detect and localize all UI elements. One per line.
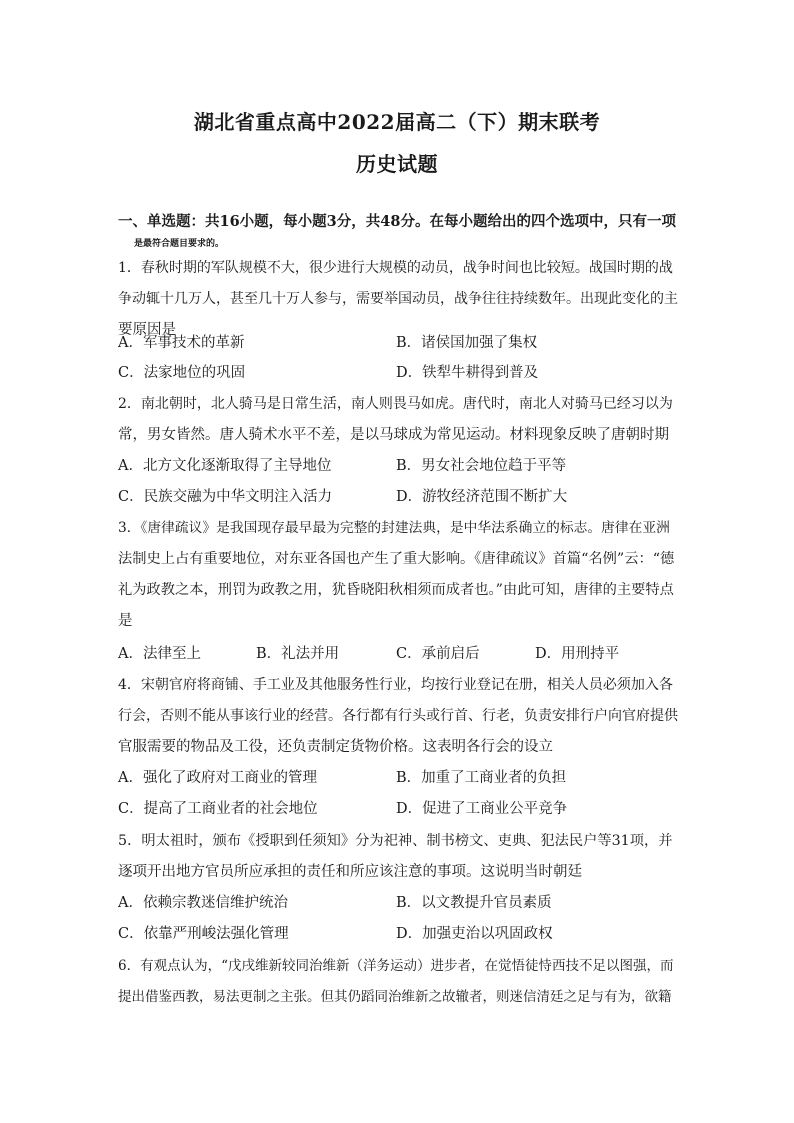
question-5-line-2: 逐项开出地方官员所应承担的责任和所应该注意的事项。这说明当时朝廷 — [118, 864, 582, 880]
question-3 — [118, 513, 678, 637]
question-3-option-b[interactable]: B．礼法并用 — [256, 646, 340, 662]
question-1-line-1: 1．春秋时期的军队规模不大，很少进行大规模的动员，战争时间也比较短。战国时期的战 — [118, 260, 673, 276]
question-1-option-a[interactable]: A．军事技术的革新 — [118, 335, 245, 351]
question-3-line-2: 法制史上占有重要地位，对东亚各国也产生了重大影响。《唐律疏议》首篇“名例”云：“德 — [118, 551, 675, 567]
question-5-option-c[interactable]: C．依靠严刑峻法强化管理 — [118, 926, 289, 942]
question-1-options-row-2 — [118, 362, 678, 384]
question-3-option-a[interactable]: A．法律至上 — [118, 646, 201, 662]
question-4-option-d[interactable]: D．促进了工商业公平竞争 — [396, 801, 568, 817]
question-5-options-row-2 — [118, 923, 678, 945]
question-2-options-row-2 — [118, 486, 678, 508]
question-2-option-c[interactable]: C．民族交融为中华文明注入活力 — [118, 489, 333, 505]
question-6-line-1: 6．有观点认为，“戊戌维新较同治维新（洋务运动）进步者，在觉悟徒恃西技不足以图强，而 — [118, 958, 674, 974]
question-3-option-c[interactable]: C．承前启后 — [396, 646, 480, 662]
question-5-option-b[interactable]: B．以文教提升官员素质 — [396, 895, 552, 911]
question-4-line-2: 行会，否则不能从事该行业的经营。各行都有行头或行首、行老，负责安排行户向官府提供 — [118, 708, 678, 724]
question-3-line-3: 礼为政教之本，刑罚为政教之用，犹昏晓阳秋相须而成者也。”由此可知，唐律的主要特点 — [118, 582, 674, 598]
question-2-line-1: 2．南北朝时，北人骑马是日常生活，南人则畏马如虎。唐代时，南北人对骑马已经习以为 — [118, 396, 673, 412]
question-4-options-row-2 — [118, 798, 678, 820]
exam-title: 湖北省重点高中2022届高二（下）期末联考 — [193, 110, 601, 134]
question-5-line-1: 5．明太祖时，颁布《授职到任须知》分为祀神、制书榜文、吏典、犯法民户等31项，并 — [118, 833, 673, 849]
section-instructions — [118, 211, 678, 255]
question-2-option-a[interactable]: A．北方文化逐渐取得了主导地位 — [118, 458, 332, 474]
question-4 — [118, 670, 678, 763]
question-4-line-3: 官服需要的物品及工役，还负责制定货物价格。这表明各行会的设立 — [118, 739, 553, 755]
question-5-options-row-1 — [118, 892, 678, 914]
question-2-option-b[interactable]: B．男女社会地位趋于平等 — [396, 458, 567, 474]
section-line-2: 是最符合题目要求的。 — [134, 239, 225, 249]
question-5-option-a[interactable]: A．依赖宗教迷信维护统治 — [118, 895, 288, 911]
question-1-options-row-1 — [118, 332, 678, 354]
question-4-option-a[interactable]: A．强化了政府对工商业的管理 — [118, 770, 317, 786]
question-4-line-1: 4．宋朝官府将商铺、手工业及其他服务性行业，均按行业登记在册，相关人员必须加入各 — [118, 677, 673, 693]
question-4-options-row-1 — [118, 767, 678, 789]
question-4-option-b[interactable]: B．加重了工商业者的负担 — [396, 770, 567, 786]
subject-title: 历史试题 — [356, 152, 438, 176]
question-2-options-row-1 — [118, 455, 678, 477]
question-3-line-4: 是 — [118, 613, 133, 629]
question-5-option-d[interactable]: D．加强吏治以巩固政权 — [396, 926, 553, 942]
question-6 — [118, 951, 678, 1013]
question-1-option-b[interactable]: B．诸侯国加强了集权 — [396, 335, 538, 351]
question-1-option-c[interactable]: C．法家地位的巩固 — [118, 365, 246, 381]
question-1-line-2: 争动辄十几万人，甚至几十万人参与，需要举国动员，战争往往持续数年。出现此变化的主 — [118, 291, 678, 307]
question-6-line-2: 提出借鉴西教，易法更制之主张。但其仍蹈同治维新之故辙者，则迷信清廷之足与有为，欲籍 — [118, 989, 672, 1005]
question-4-option-c[interactable]: C．提高了工商业者的社会地位 — [118, 801, 318, 817]
section-line-1: 一、单选题：共16小题，每小题3分，共48分。在每小题给出的四个选项中，只有一项 — [118, 213, 676, 230]
question-3-option-d[interactable]: D．用刑持平 — [535, 646, 620, 662]
question-5 — [118, 826, 678, 888]
question-2 — [118, 389, 678, 451]
question-3-line-1: 3．《唐律疏议》是我国现存最早最为完整的封建法典，是中华法系确立的标志。唐律在亚洲 — [118, 520, 670, 536]
question-3-options-row — [118, 643, 678, 665]
question-1-line-3: 要原因是 — [118, 322, 176, 338]
question-2-option-d[interactable]: D．游牧经济范围不断扩大 — [396, 489, 568, 505]
question-2-line-2: 常，男女皆然。唐人骑术水平不差，是以马球成为常见运动。材料现象反映了唐朝时期 — [118, 427, 669, 443]
question-1-option-d[interactable]: D．铁犁牛耕得到普及 — [396, 365, 539, 381]
